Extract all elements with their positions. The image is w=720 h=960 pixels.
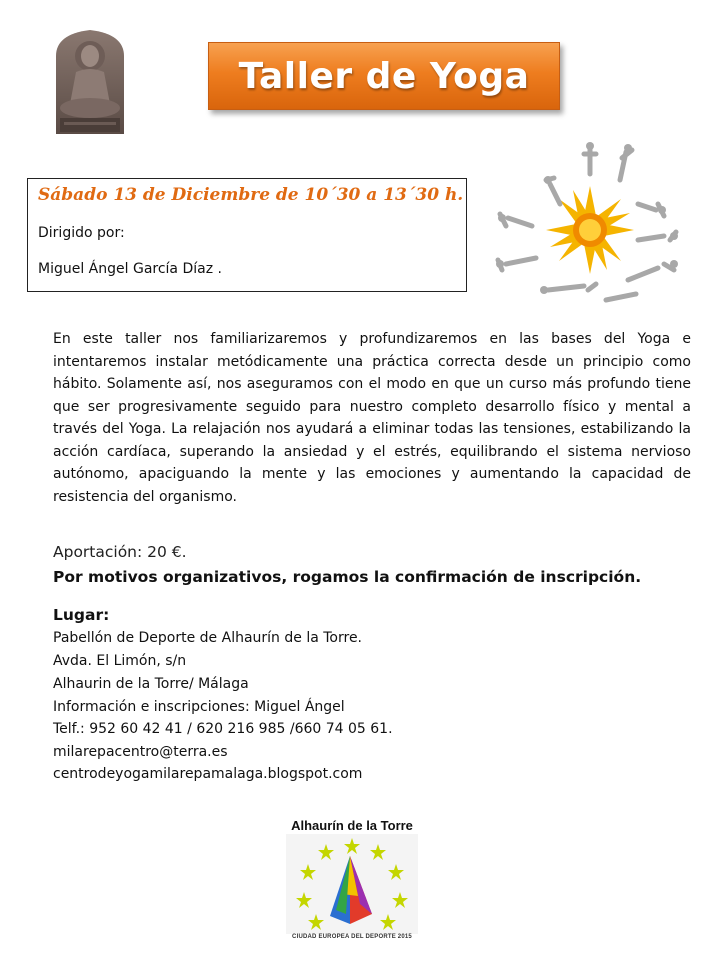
directed-by-label: Dirigido por: xyxy=(38,225,125,241)
logo-emblem-icon xyxy=(286,834,418,934)
blog-link[interactable]: centrodeyogamilarepamalaga.blogspot.com xyxy=(53,766,363,782)
place-city: Alhaurin de la Torre/ Málaga xyxy=(53,676,249,692)
logo-title: Alhaurín de la Torre xyxy=(291,818,413,833)
event-date: Sábado 13 de Diciembre de 10´30 a 13´30 h. xyxy=(38,185,464,205)
alhaurin-logo xyxy=(282,818,422,946)
info-contact: Información e inscripciones: Miguel Ángel xyxy=(53,699,345,715)
yoga-figures-image xyxy=(488,140,698,312)
page-title: Taller de Yoga xyxy=(238,55,530,97)
event-info-box xyxy=(27,178,467,292)
workshop-description: En este taller nos familiarizaremos y profundizaremos en las bases del Yoga e intentaremos instalar metódicamente una práctica correcta desde un principio como hábito. Solamente así, nos aseguramos con el modo en que un curso más profundo tiene que ser progresivamente seguido para nuestro completo desarrollo físico y mental a través del Yoga. La relajación nos ayudará a eliminar todas las tensiones, estabilizando la acción cardíaca, superando la ansiedad y el estrés, equilibrando el sistema nervioso autónomo, apaciguando la mente y las emociones y aumentando la capacidad de resistencia del organismo. xyxy=(53,331,691,505)
director-name: Miguel Ángel García Díaz . xyxy=(38,261,222,277)
confirmation-note: Por motivos organizativos, rogamos la confirmación de inscripción. xyxy=(53,568,642,586)
phone-numbers[interactable]: Telf.: 952 60 42 41 / 620 216 985 /660 74 05 61. xyxy=(53,721,393,737)
buddha-statue-image xyxy=(48,26,132,138)
place-address: Avda. El Limón, s/n xyxy=(53,653,187,669)
contribution-price: Aportación: 20 €. xyxy=(53,543,187,561)
email-link[interactable]: milarepacentro@terra.es xyxy=(53,744,228,760)
place-venue: Pabellón de Deporte de Alhaurín de la Torre. xyxy=(53,630,363,646)
place-label: Lugar: xyxy=(53,606,110,624)
logo-tagline: CIUDAD EUROPEA DEL DEPORTE 2015 xyxy=(292,934,412,940)
title-banner xyxy=(208,42,560,110)
